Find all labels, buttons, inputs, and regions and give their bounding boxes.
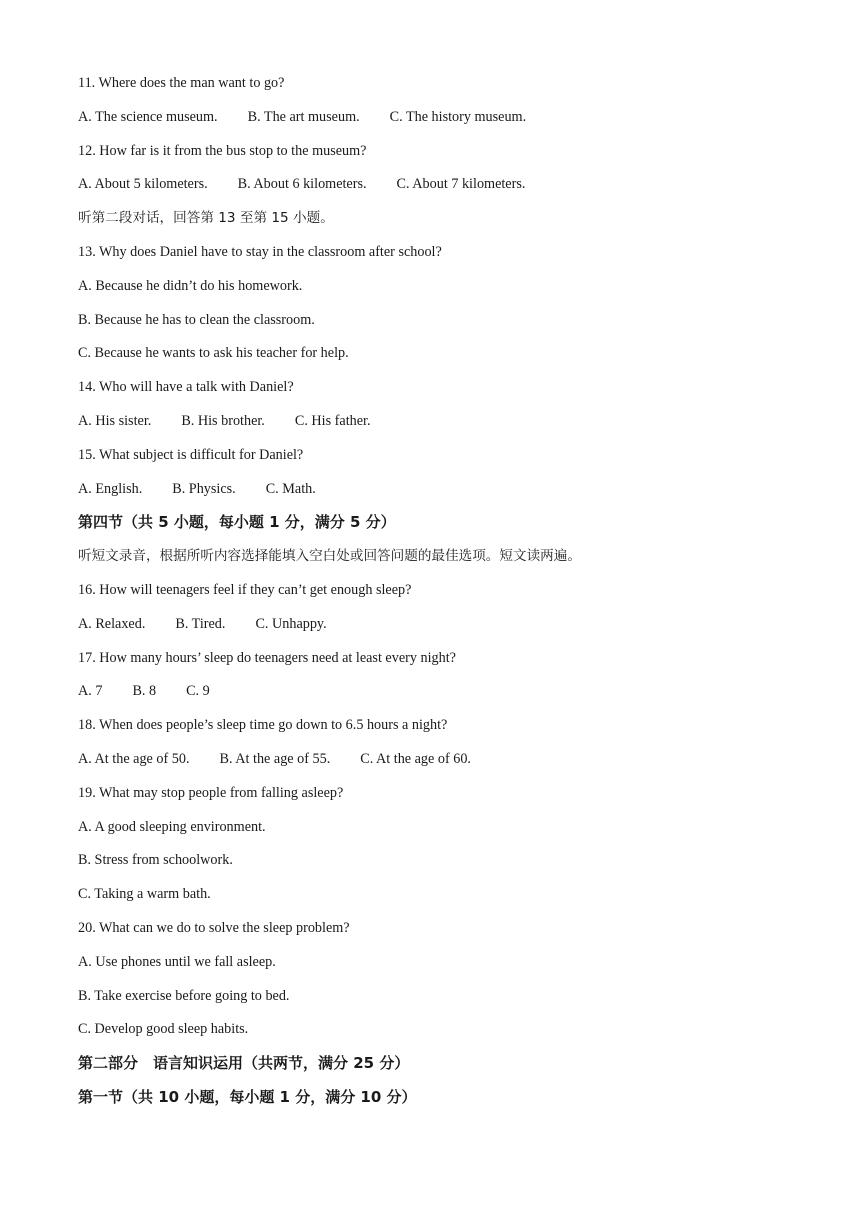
answer-option: A. English. (78, 480, 143, 497)
answer-option: C. At the age of 60. (360, 750, 471, 767)
answer-option: A. About 5 kilometers. (78, 176, 208, 193)
answer-option: A. His sister. (78, 412, 152, 429)
question-text: 20. What can we do to solve the sleep problem? (78, 919, 350, 936)
question-text: 11. Where does the man want to go? (78, 75, 285, 91)
question-text: 15. What subject is difficult for Daniel? (78, 446, 304, 463)
answer-option: B. His brother. (181, 412, 265, 429)
question-text: B. Take exercise before going to bed. (78, 987, 290, 1004)
answer-options (78, 611, 798, 645)
question-text: 12. How far is it from the bus stop to the museum? (78, 142, 367, 159)
answer-option: C. About 7 kilometers. (396, 176, 526, 193)
question-text: 17. How many hours’ sleep do teenagers need at least every night? (78, 649, 456, 666)
question-text: C. Develop good sleep habits. (78, 1021, 249, 1038)
section-heading: 第一节（共 10 小题，每小题 1 分，满分 10 分） (78, 1087, 417, 1106)
answer-option: B. 8 (132, 683, 157, 700)
question-text: 18. When does people’s sleep time go down to 6.5 hours a night? (78, 717, 448, 734)
question-text: A. Because he didn’t do his homework. (78, 277, 303, 294)
question-text: B. Stress from schoolwork. (78, 852, 233, 869)
answer-option: B. At the age of 55. (219, 750, 331, 767)
document-page (78, 70, 798, 1118)
answer-option: C. 9 (186, 683, 210, 700)
question-text: 16. How will teenagers feel if they can’t get enough sleep? (78, 581, 412, 598)
question-text: C. Because he wants to ask his teacher for help. (78, 345, 349, 362)
answer-option: C. Unhappy. (255, 615, 327, 632)
section-heading: 第二部分 语言知识运用（共两节，满分 25 分） (78, 1054, 410, 1073)
answer-options (78, 476, 798, 510)
answer-options (78, 408, 798, 442)
answer-option: B. About 6 kilometers. (237, 176, 367, 193)
answer-option: A. At the age of 50. (78, 750, 190, 767)
section-instruction: 听第二段对话，回答第 13 至第 15 小题。 (78, 210, 334, 227)
question-text: C. Taking a warm bath. (78, 886, 211, 903)
question-text: A. A good sleeping environment. (78, 818, 266, 835)
question-text: B. Because he has to clean the classroom. (78, 311, 315, 328)
answer-options (78, 171, 798, 205)
question-text: A. Use phones until we fall asleep. (78, 953, 276, 970)
question-text: 13. Why does Daniel have to stay in the classroom after school? (78, 243, 442, 260)
answer-option: C. The history museum. (389, 108, 527, 125)
answer-options (78, 746, 798, 780)
answer-option: B. Physics. (172, 480, 236, 497)
answer-options (78, 104, 798, 138)
answer-option: C. Math. (265, 480, 316, 497)
answer-options (78, 678, 798, 712)
question-text: 14. Who will have a talk with Daniel? (78, 379, 294, 396)
answer-option: C. His father. (294, 412, 371, 429)
section-instruction: 听短文录音，根据所听内容选择能填入空白处或回答问题的最佳选项。短文读两遍。 (78, 548, 581, 565)
answer-option: B. Tired. (175, 615, 226, 632)
answer-option: B. The art museum. (247, 108, 360, 125)
answer-option: A. 7 (78, 683, 103, 700)
question-text: 19. What may stop people from falling asleep? (78, 784, 344, 801)
answer-option: A. The science museum. (78, 108, 218, 125)
answer-option: A. Relaxed. (78, 615, 146, 632)
section-heading: 第四节（共 5 小题，每小题 1 分，满分 5 分） (78, 513, 396, 532)
